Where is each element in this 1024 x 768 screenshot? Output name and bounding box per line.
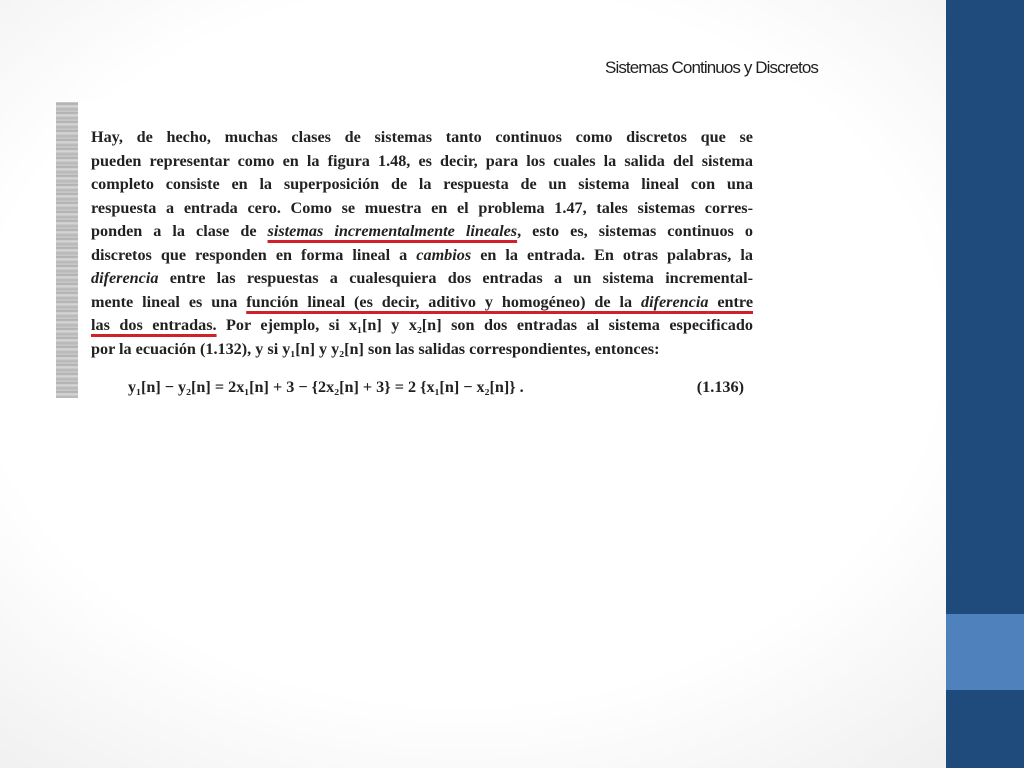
highlighted-phrase: las dos entradas. [91,316,217,334]
text-fragment: en la entrada. En otras palabras, la [471,245,753,264]
text-line: respuesta a entrada cero. Como se muestra en el problema 1.47, tales sistemas corres- [91,198,753,217]
text-fragment: mente lineal es una [91,292,247,311]
text-line: completo consiste en la superposición de la respuesta de un sistema lineal con una [91,175,753,193]
text-line [91,220,753,244]
text-fragment: entre [708,292,753,311]
emphasis: cambios [416,245,472,264]
scan-edge [56,102,78,398]
equation-number: (1.136) [696,378,744,396]
text-line [91,244,753,268]
excerpt-paragraph [91,126,753,361]
emphasis: diferencia [641,292,709,311]
emphasis: diferencia [91,269,159,287]
equation-row [128,378,752,397]
scanned-excerpt [56,102,760,398]
highlighted-term: sistemas incrementalmente lineales [267,222,518,240]
slide-title: Sistemas Continuos y Discretos [605,58,818,77]
text-fragment: función lineal (es decir, aditivo y homogéneo) de la [246,292,641,311]
text-line: pueden representar como en la figura 1.48, es decir, para los cuales la salida del sistema [91,151,753,170]
text-fragment: , esto es, sistemas continuos o [517,222,753,240]
highlighted-phrase [246,293,753,311]
sidebar-accent-block [946,614,1024,690]
text-line [91,267,753,291]
text-line [91,314,753,338]
text-line: Hay, de hecho, muchas clases de sistemas tanto continuos como discretos que se [91,128,753,146]
sidebar-decoration [946,0,1024,768]
equation: y₁[n] − y₂[n] = 2x₁[n] + 3 − {2x₂[n] + 3} = 2 {x₁[n] − x₂[n]} . [128,378,524,396]
text-line [91,291,753,315]
text-fragment: ponden a la clase de [91,222,268,240]
text-fragment: entre las respuestas a cualesquiera dos entradas a un sistema incremental- [158,269,753,287]
text-fragment: discretos que responden en forma lineal a [91,245,417,264]
text-line: por la ecuación (1.132), y si y₁[n] y y₂[n] son las salidas correspondientes, entonces: [91,339,660,358]
text-fragment: Por ejemplo, si x₁[n] y x₂[n] son dos entradas al sistema especificado [216,316,753,334]
